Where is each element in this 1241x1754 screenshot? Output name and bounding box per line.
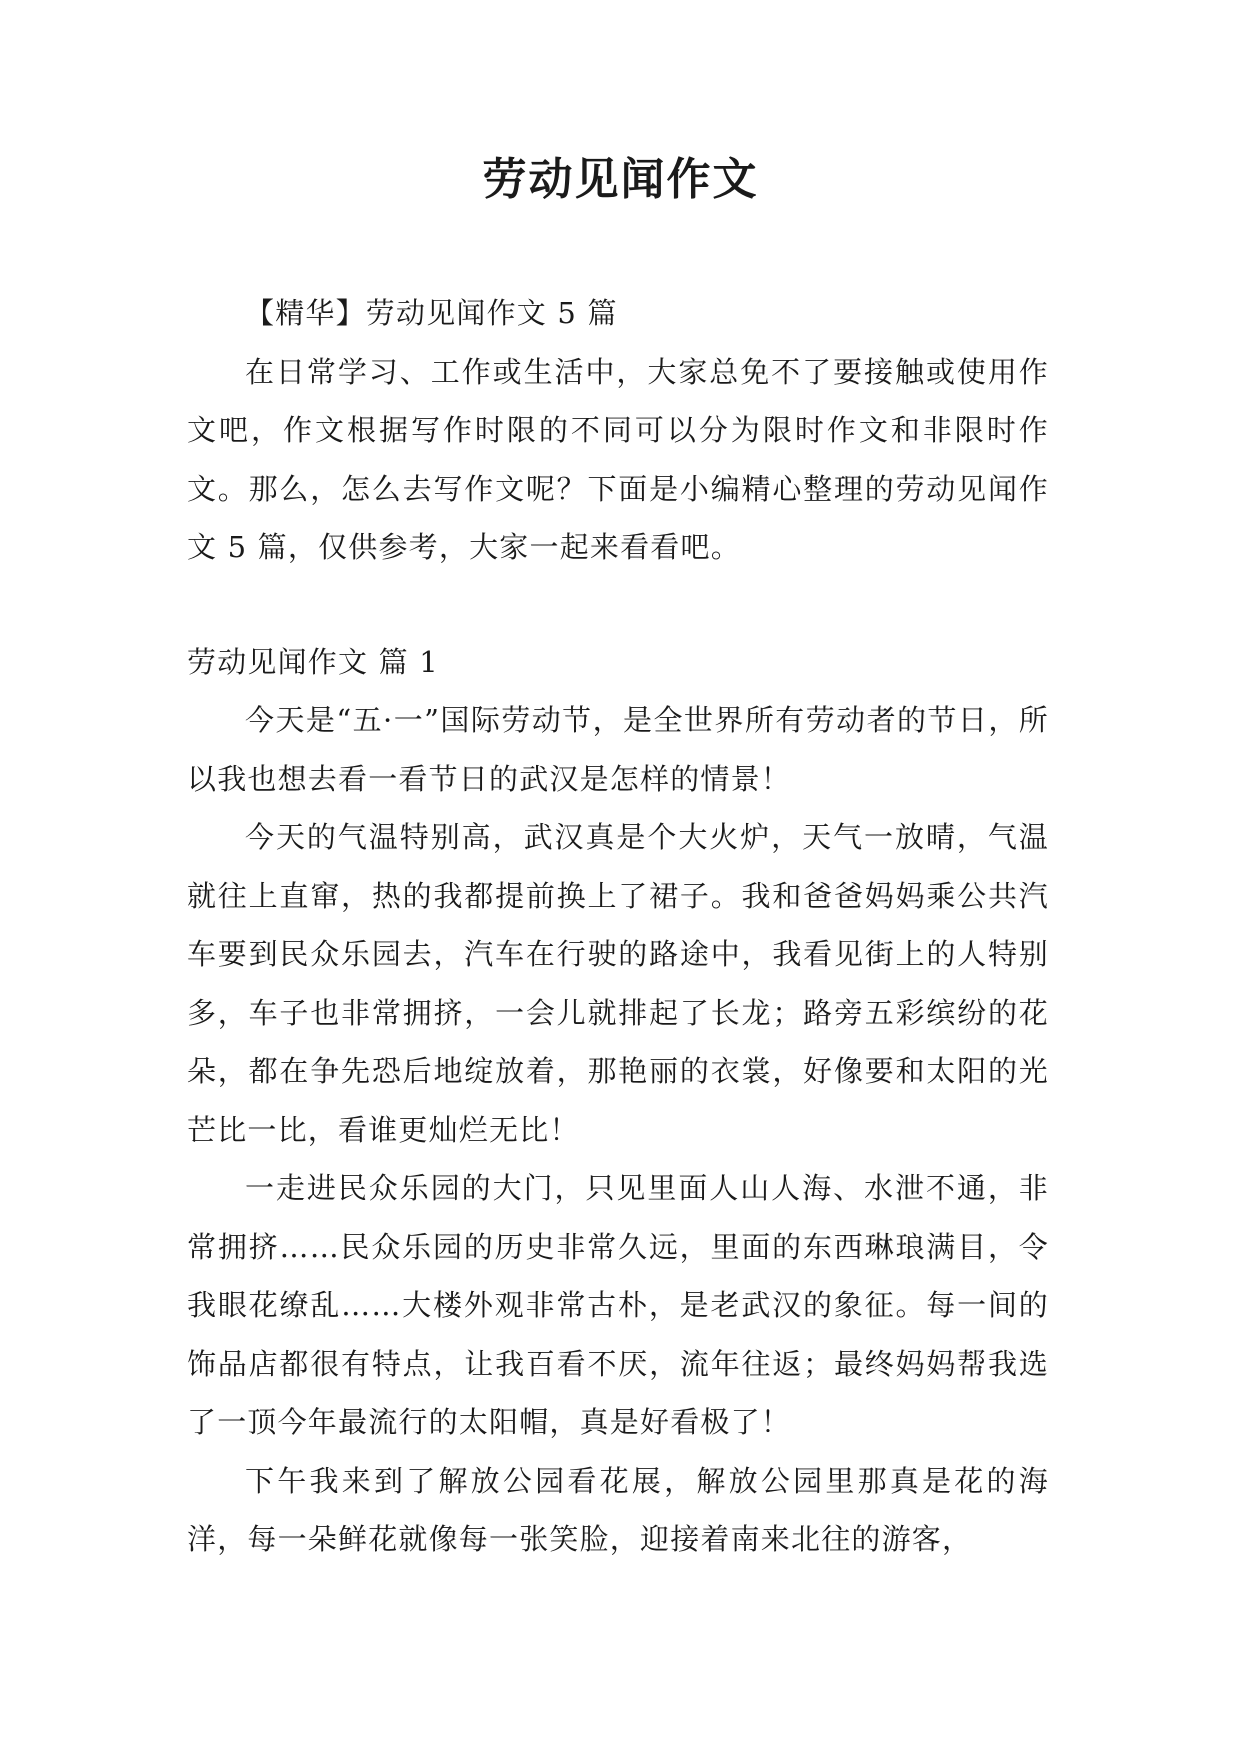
document-title: 劳动见闻作文 [482,154,759,205]
body-paragraph-3: 一走进民众乐园的大门，只见里面人山人海、水泄不通，非常拥挤……民众乐园的历史非常久远，里面的东西琳琅满目，令我眼花缭乱……大楼外观非常古朴，是老武汉的象征。每一间的饰品店都很有特点，让我百看不厌，流年往返；最终妈妈帮我选了一顶今年最流行的太阳帽，真是好看极了！ [187,1171,1049,1439]
body-paragraph-2: 今天的气温特别高，武汉真是个大火炉，天气一放晴，气温就往上直窜，热的我都提前换上了裙子。我和爸爸妈妈乘公共汽车要到民众乐园去，汽车在行驶的路途中，我看见街上的人特别多，车子也非常拥挤，一会儿就排起了长龙；路旁五彩缤纷的花朵，都在争先恐后地绽放着，那艳丽的衣裳，好像要和太阳的光芒比一比，看谁更灿烂无比！ [187,820,1049,1147]
body-paragraph-4: 下午我来到了解放公园看花展，解放公园里那真是花的海洋，每一朵鲜花就像每一张笑脸，迎接着南来北往的游客， [187,1463,1049,1556]
intro-paragraph: 在日常学习、工作或生活中，大家总免不了要接触或使用作文吧，作文根据写作时限的不同可以分为限时作文和非限时作文。那么，怎么去写作文呢？下面是小编精心整理的劳动见闻作文 5 篇，仅供参考，大家一起来看看吧。 [187,354,1049,564]
document-body [187,284,1049,1569]
section-heading: 劳动见闻作文 篇 1 [187,644,439,679]
document-subtitle: 【精华】劳动见闻作文 5 篇 [245,296,618,330]
body-paragraph-1: 今天是“五·一”国际劳动节，是全世界所有劳动者的节日，所以我也想去看一看节日的武汉是怎样的情景！ [187,703,1049,796]
